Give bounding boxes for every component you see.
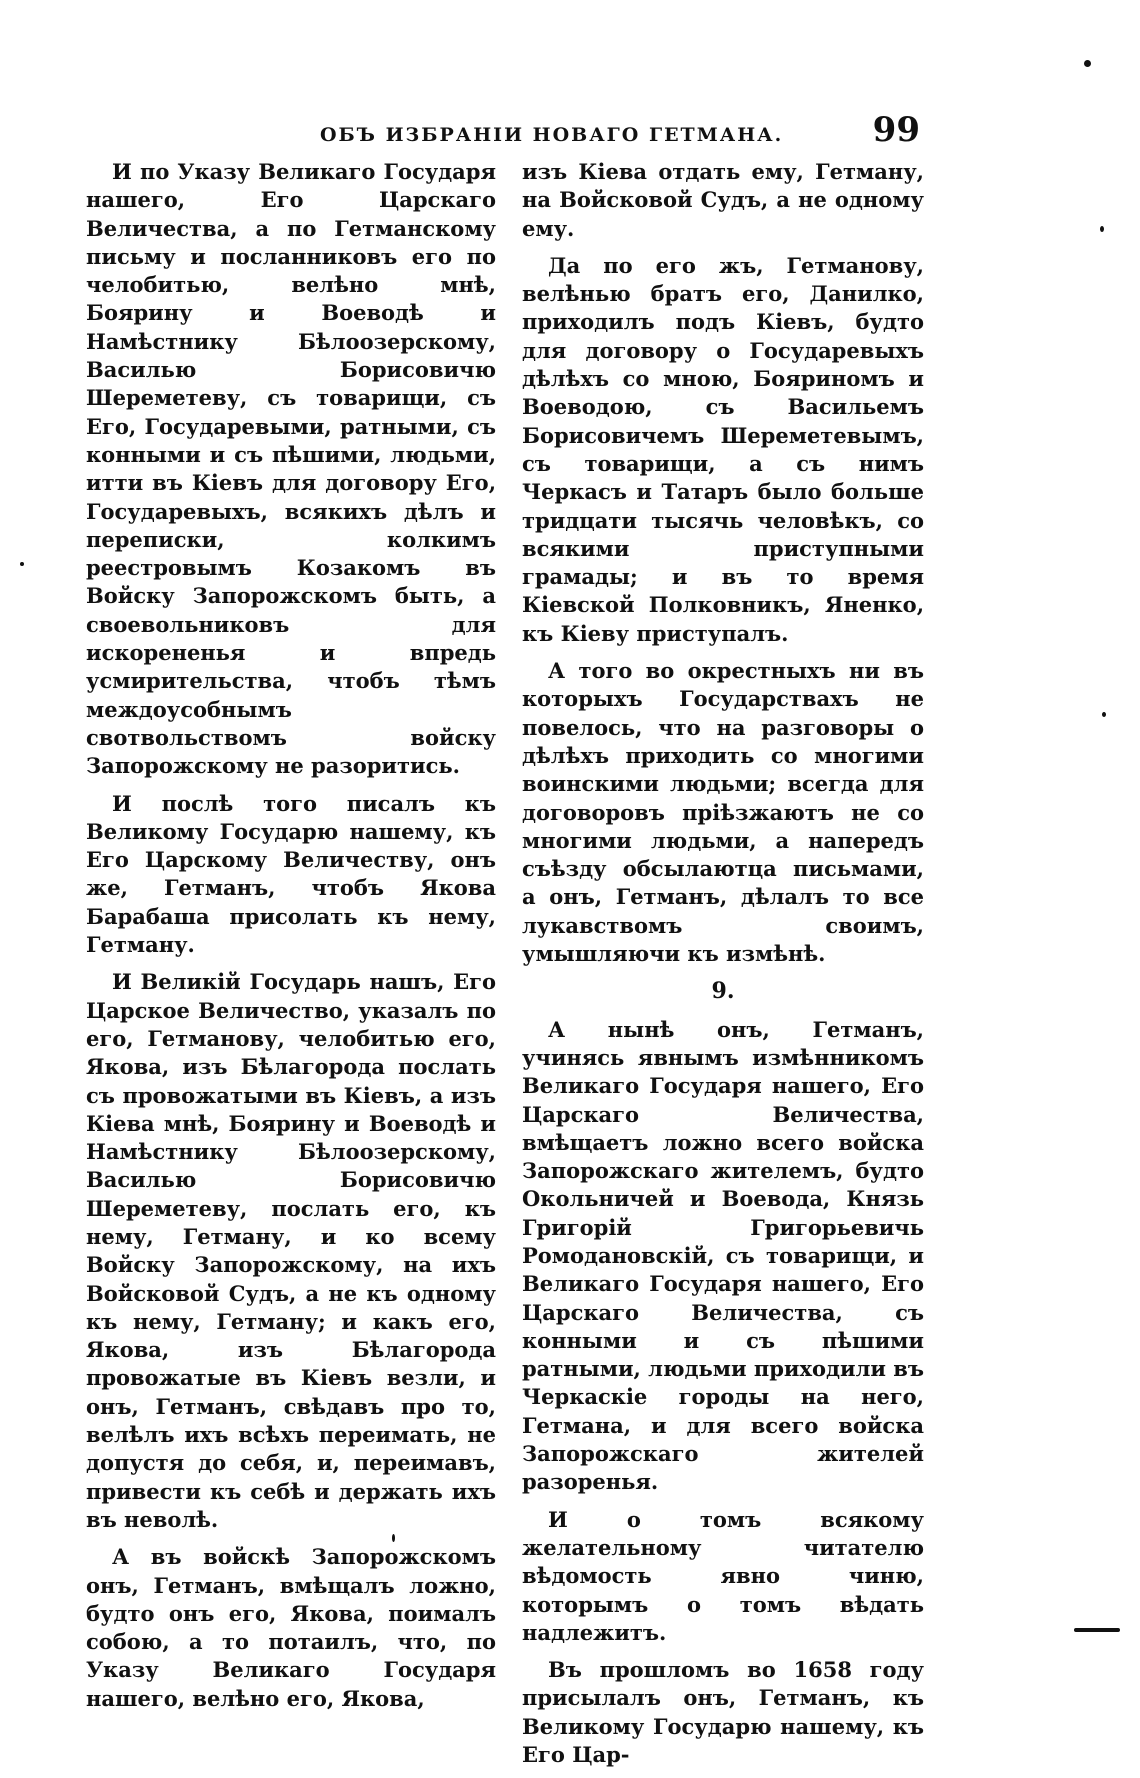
page-number: 99 [872,110,920,150]
scan-speck [392,1534,395,1542]
right-column [522,158,924,1778]
paragraph: А въ войскѣ Запорожскомъ онъ, Гетманъ, вмѣщалъ ложно, будто онъ его, Якова, поималъ собою, а то потаилъ, что, по Указу Великаго Государя нашего, велѣно его, Якова, [86,1544,496,1711]
scan-speck [1084,60,1091,67]
left-column [86,158,496,1722]
scan-speck [20,562,24,566]
scan-speck [1102,712,1106,717]
paragraph: И Великій Государь нашъ, Его Царское Величество, указалъ по его, Гетманову, челобитью его, Якова, изъ Бѣлагорода послать съ провожатыми въ Кіевъ, а изъ Кіева мнѣ, Боярину и Воеводѣ и Намѣстнику Бѣлоозерскому, Василью Борисовичю Шереметеву, послать его, къ нему, Гетману, и ко всему Войску Запорожскому, на ихъ Войсковой Судъ, а не къ одному къ нему, Гетману; и какъ его, Якова, изъ Бѣлагорода провожатые въ Кіевъ везли, и онъ, Гетманъ, свѣдавъ про то, велѣлъ ихъ всѣхъ переимать, не допустя до себя, и, переимавъ, привести къ себѣ и держать ихъ въ неволѣ. [86,969,496,1532]
paragraph: А того во окрестныхъ ни въ которыхъ Государствахъ не повелось, что на разговоры о дѣлѣхъ приходить со многими воинскими людьми; всегда для договоровъ пріѣзжаютъ не со многими людьми, а напередъ съѣзду обсылаютца письмами, а онъ, Гетманъ, дѣлалъ то все лукавствомъ своимъ, умышляючи къ измѣнѣ. [522,658,924,967]
paragraph: И послѣ того писалъ къ Великому Государю нашему, къ Его Царскому Величеству, онъ же, Гетманъ, чтобъ Якова Барабаша присолать къ нему, Гетману. [86,790,496,958]
paragraph: И о томъ всякому желательному читателю вѣдомость явно чиню, которымъ о томъ вѣдать надлежитъ. [522,1506,924,1645]
running-title: ОБЪ ИЗБРАНІИ НОВАГО ГЕТМАНА. [320,124,784,146]
scan-speck [1074,1628,1120,1632]
paragraph: А нынѣ онъ, Гетманъ, учинясь явнымъ измѣнникомъ Великаго Государя нашего, Его Царскаго Величества, вмѣщаетъ ложно всего войска Запорожскаго жителемъ, будто Окольничей и Воевода, Князь Григорій Григорьевичь Ромодановскій, съ товарищи, и Великаго Государя нашего, Его Царскаго Величества, съ конными и съ пѣшими ратными, людьми приходили въ Черкаскіе городы на него, Гетмана, и для всего войска Запорожскаго жителей разоренья. [522,1016,925,1495]
section-number: 9. [711,978,735,1005]
paragraph-continuation: изъ Кіева отдать ему, Гетману, на Войсковой Судъ, а не одному ему. [522,159,924,241]
paragraph: Въ прошломъ во 1658 году присылалъ онъ, Гетманъ, къ Великому Государю нашему, къ Его Цар- [522,1657,924,1768]
paragraph: Да по его жъ, Гетманову, велѣнью братъ его, Данилко, приходилъ подъ Кіевъ, будто для договору о Государевыхъ дѣлѣхъ со мною, Бояриномъ и Воеводою, съ Васильемъ Борисовичемъ Шереметевымъ, съ товарищи, а съ нимъ Черкасъ и Татаръ было больше тридцати тысячь человѣкъ, со всякими приступными грамады; и въ то время Кіевской Полковникъ, Яненко, къ Кіеву приступалъ. [522,252,924,646]
page-header [300,110,940,160]
scan-speck [1100,226,1104,232]
paragraph: И по Указу Великаго Государя нашего, Его Царскаго Величества, а по Гетманскому письму и посланниковъ его по челобитью, велѣно мнѣ, Боярину и Воеводѣ и Намѣстнику Бѣлоозерскому, Василью Борисовичю Шереметеву, съ товарищи, съ Его, Государевыми, ратными, съ конными и съ пѣшими, людьми, итти въ Кіевъ для договору Его, Государевыхъ, всякихъ дѣлъ и переписки, колкимъ реестровымъ Козакомъ въ Войску Запорожскомъ быть, а своевольниковъ для искорененья и впредь усмирительства, чтобъ тѣмъ междоусобнымъ свотвольствомъ войску Запорожскому не разоритись. [86,159,496,779]
